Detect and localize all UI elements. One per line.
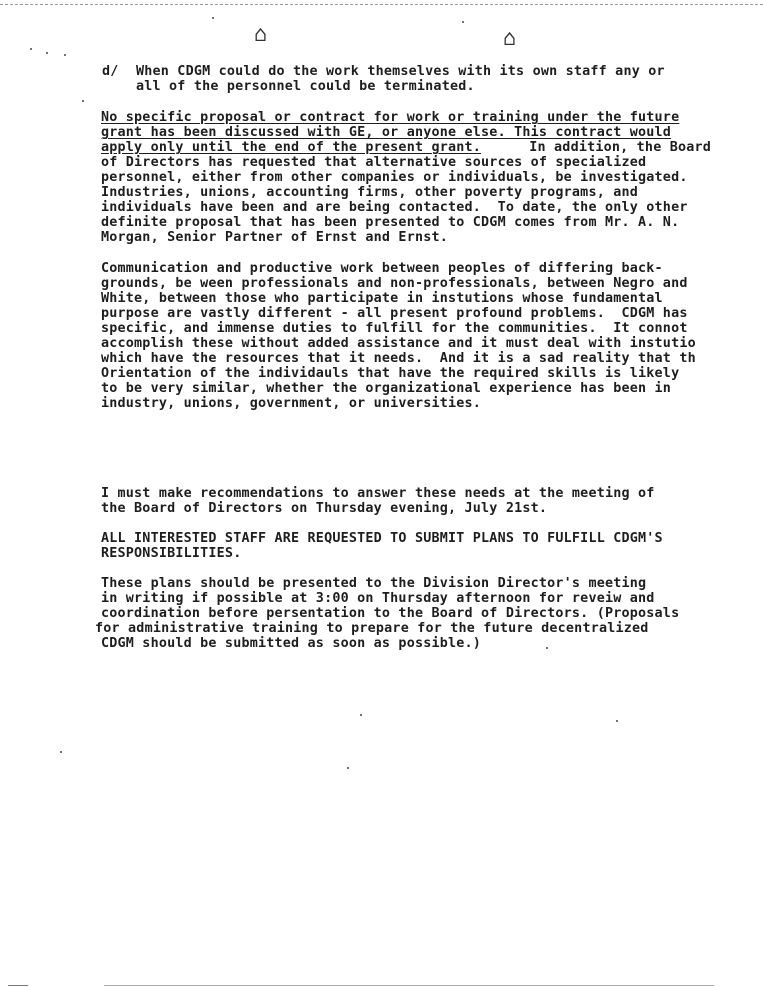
paragraph-line: apply only until the end of the present grant. [101,140,482,155]
paragraph-line: grounds, be ween professionals and non-professionals, between Negro and [101,276,688,291]
scan-mark: ⌂ [503,26,517,51]
paragraph-line: the Board of Directors on Thursday evening, July 21st. [101,501,548,516]
paragraph-line: definite proposal that has been presented to CDGM comes from Mr. A. N. [101,215,680,230]
scan-speck [462,21,464,23]
paragraph-line: of Directors has requested that alternative sources of specialized [101,155,647,170]
scan-speck [30,48,32,50]
scan-speck [546,647,548,649]
paragraph-line: in writing if possible at 3:00 on Thursday afternoon for reveiw and [101,591,655,606]
paragraph-line: accomplish these without added assistance and it must deal with instutio [101,336,696,351]
paragraph-line: specific, and immense duties to fulfill for the communities. It connot [101,321,688,336]
paragraph-line: I must make recommendations to answer these needs at the meeting of [101,486,655,501]
paragraph-line: to be very similar, whether the organizational experience has been in [101,381,672,396]
top-perforation-edge [0,4,763,5]
scan-speck [60,751,62,753]
item-marker: d/ [102,64,119,79]
paragraph-line: RESPONSIBILITIES. [101,546,242,561]
item-d-line: all of the personnel could be terminated. [136,79,475,94]
paragraph-line: Orientation of the individauls that have the required skills is likely [101,366,680,381]
paragraph-line: coordination before persentation to the Board of Directors. (Proposals [101,606,680,621]
paragraph-line: White, between those who participate in instutions whose fundamental [101,291,663,306]
paragraph-line: purpose are vastly different - all present profound problems. CDGM has [101,306,688,321]
scan-speck [212,17,214,19]
scan-speck [360,714,362,716]
paragraph-line: Morgan, Senior Partner of Ernst and Ernst. [101,230,448,245]
scan-speck [347,767,349,769]
scan-speck [46,52,48,54]
bottom-edge-line [8,985,28,986]
paragraph-line: industry, unions, government, or universities. [101,396,482,411]
scan-speck [616,720,618,722]
paragraph-line: individuals have been and are being contacted. To date, the only other [101,200,688,215]
paragraph-line: which have the resources that it needs. And it is a sad reality that th [101,351,696,366]
paragraph-line: ALL INTERESTED STAFF ARE REQUESTED TO SUBMIT PLANS TO FULFILL CDGM'S [101,531,663,546]
item-d-line: When CDGM could do the work themselves with its own staff any or [136,64,665,79]
paragraph-line: These plans should be presented to the Division Director's meeting [101,576,647,591]
paragraph-line: In addition, the Board [521,140,712,155]
paragraph-line: personnel, either from other companies or individuals, be investigated. [101,170,688,185]
paragraph-line: Communication and productive work between peoples of differing back- [101,261,663,276]
scan-mark: ⌂ [254,22,268,47]
scan-speck [64,54,66,56]
paragraph-line: No specific proposal or contract for work or training under the future [101,110,680,125]
paragraph-line: for administrative training to prepare for the future decentralized [95,621,649,636]
scan-speck [82,100,84,102]
paragraph-line: CDGM should be submitted as soon as possible.) [101,636,482,651]
paragraph-line: Industries, unions, accounting firms, other poverty programs, and [101,185,639,200]
bottom-edge-line [104,985,714,986]
paragraph-line: grant has been discussed with GE, or anyone else. This contract would [101,125,672,140]
